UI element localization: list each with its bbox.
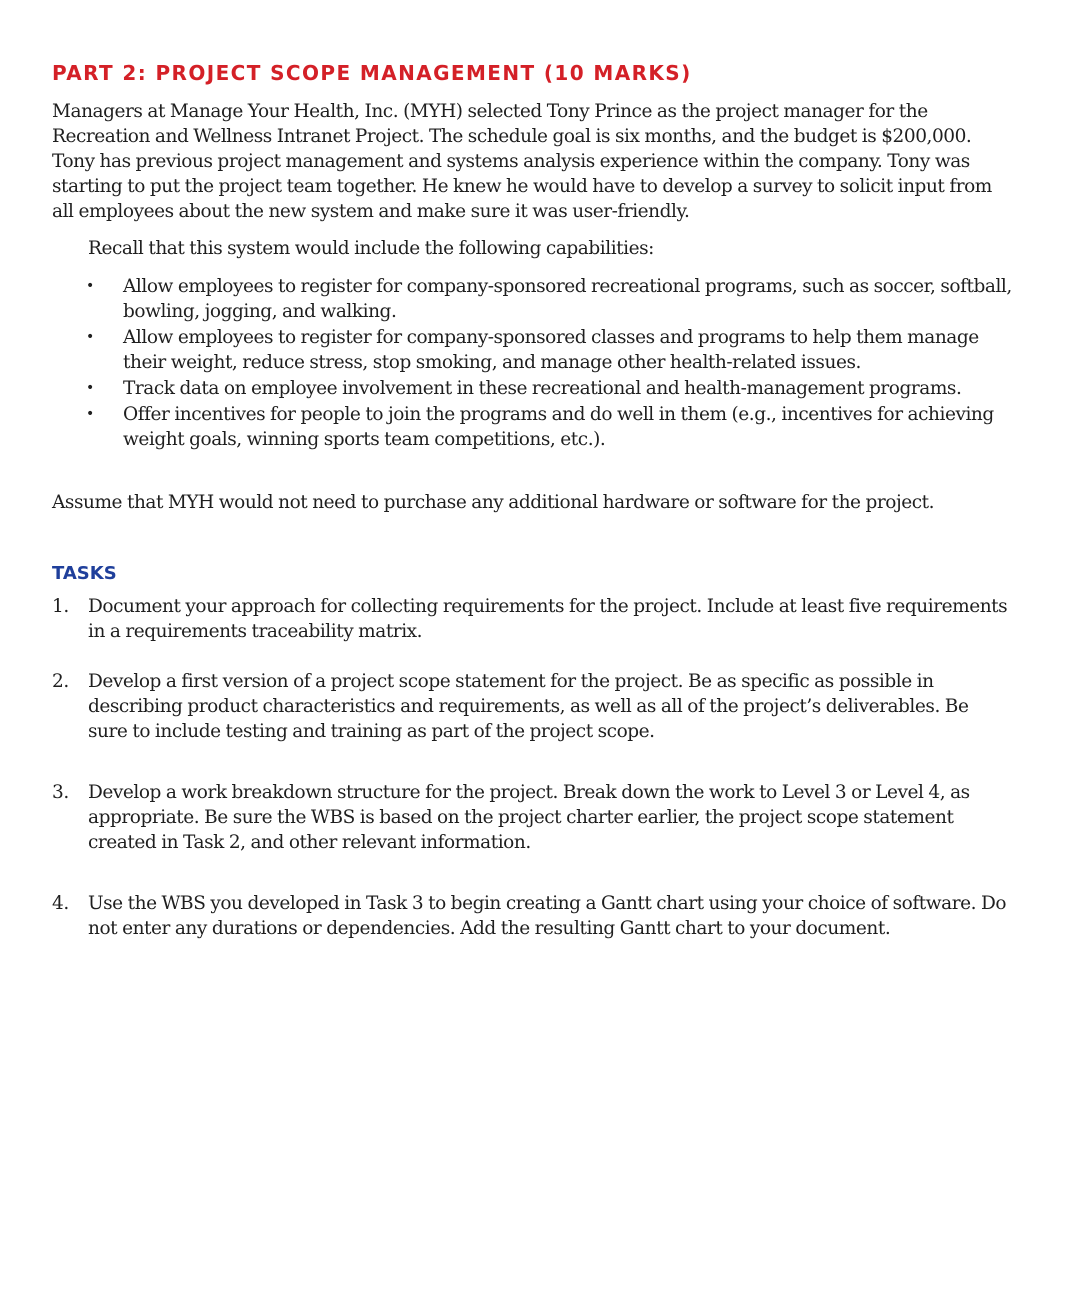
list-item [52,376,1012,401]
capability-text: Track data on employee involvement in these recreational and health-management programs. [123,378,962,399]
bullet-icon: • [86,278,94,294]
task-text: Develop a work breakdown structure for the project. Break down the work to Level 3 or Level 4, as appropriate. Be sure the WBS is based on the project charter earlier, the project scope statement created in Task 2, and other relevant information. [88,782,970,853]
task-item [52,780,1012,855]
task-number: 2. [52,671,69,692]
task-item [52,594,1012,644]
bullet-icon: • [86,406,94,422]
list-item [52,402,1012,452]
task-item [52,669,1012,744]
task-text: Document your approach for collecting requirements for the project. Include at least five requirements in a requirements traceability matrix. [88,596,1008,642]
capability-text: Offer incentives for people to join the programs and do well in them (e.g., incentives for achieving weight goals, winning sports team competitions, etc.). [123,404,994,450]
list-item [52,325,1012,375]
capability-text: Allow employees to register for company-sponsored recreational programs, such as soccer, softball, bowling, jogging, and walking. [123,276,1012,322]
task-number: 4. [52,893,69,914]
task-text: Develop a first version of a project scope statement for the project. Be as specific as possible in describing product characteristics and requirements, as well as all of the project’s deliverables. Be sure to include testing and training as part of the project scope. [88,671,969,742]
bullet-icon: • [86,329,94,345]
recall-paragraph: Recall that this system would include the following capabilities: [88,238,654,259]
assumption-paragraph: Assume that MYH would not need to purchase any additional hardware or software for the project. [52,492,935,513]
intro-paragraph: Managers at Manage Your Health, Inc. (MYH) selected Tony Prince as the project manager for the Recreation and Wellness Intranet Project. The schedule goal is six months, and the budget is $200,000. Tony has previous project management and systems analysis experience within the company. Tony was starting to put the project team together. He knew he would have to develop a survey to solicit input from all employees about the new system and make sure it was user-friendly. [52,101,992,222]
capability-text: Allow employees to register for company-sponsored classes and programs to help them manage their weight, reduce stress, stop smoking, and manage other health-related issues. [123,327,979,373]
tasks-heading: TASKS [52,563,117,584]
capabilities-list [52,274,1012,453]
task-number: 3. [52,782,69,803]
task-item [52,891,1012,941]
section-heading: PART 2: PROJECT SCOPE MANAGEMENT (10 MARKS) [52,61,692,85]
task-number: 1. [52,596,69,617]
task-text: Use the WBS you developed in Task 3 to begin creating a Gantt chart using your choice of software. Do not enter any durations or dependencies. Add the resulting Gantt chart to your document. [88,893,1007,939]
list-item [52,274,1012,324]
bullet-icon: • [86,380,94,396]
